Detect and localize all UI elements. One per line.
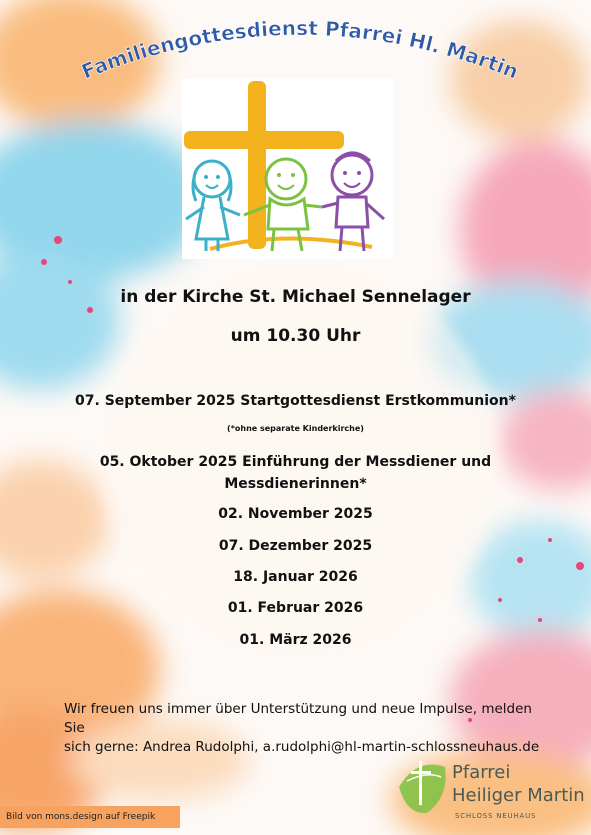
svg-text:Familiengottesdienst Pfarrei H: Familiengottesdienst Pfarrei Hl. Martin — [78, 15, 522, 84]
cross-children-illustration — [182, 79, 393, 259]
date-item: 02. November 2025 — [218, 506, 373, 522]
date-item: 18. Januar 2026 — [233, 569, 358, 585]
date-line: Messdienerinnen* — [224, 476, 367, 492]
date-item: 01. März 2026 — [239, 632, 352, 648]
closing-line: Wir freuen uns immer über Unterstützung und neue Impulse, melden Sie — [64, 701, 532, 736]
date-item: 01. Februar 2026 — [227, 600, 364, 616]
logo-line1: Pfarrei — [452, 762, 511, 783]
date-note: (*ohne separate Kinderkirche) — [227, 424, 364, 433]
date-line: 05. Oktober 2025 Einführung der Messdiener und — [99, 454, 492, 470]
closing-line: sich gerne: Andrea Rudolphi, a.rudolphi@hl-martin-schlossneuhaus.de — [64, 739, 540, 755]
date-item — [0, 451, 591, 495]
image-credit: Bild von mons.design auf Freepik — [0, 806, 180, 828]
closing-text — [64, 700, 554, 757]
logo-line2: Heiliger Martin — [452, 785, 585, 806]
location-text: in der Kirche St. Michael Sennelager — [120, 287, 471, 307]
time-text: um 10.30 Uhr — [230, 326, 361, 346]
logo-subtitle: SCHLOSS NEUHAUS — [455, 812, 537, 820]
date-item: 07. Dezember 2025 — [218, 538, 373, 554]
date-item: 07. September 2025 Startgottesdienst Erstkommunion* — [75, 393, 516, 409]
